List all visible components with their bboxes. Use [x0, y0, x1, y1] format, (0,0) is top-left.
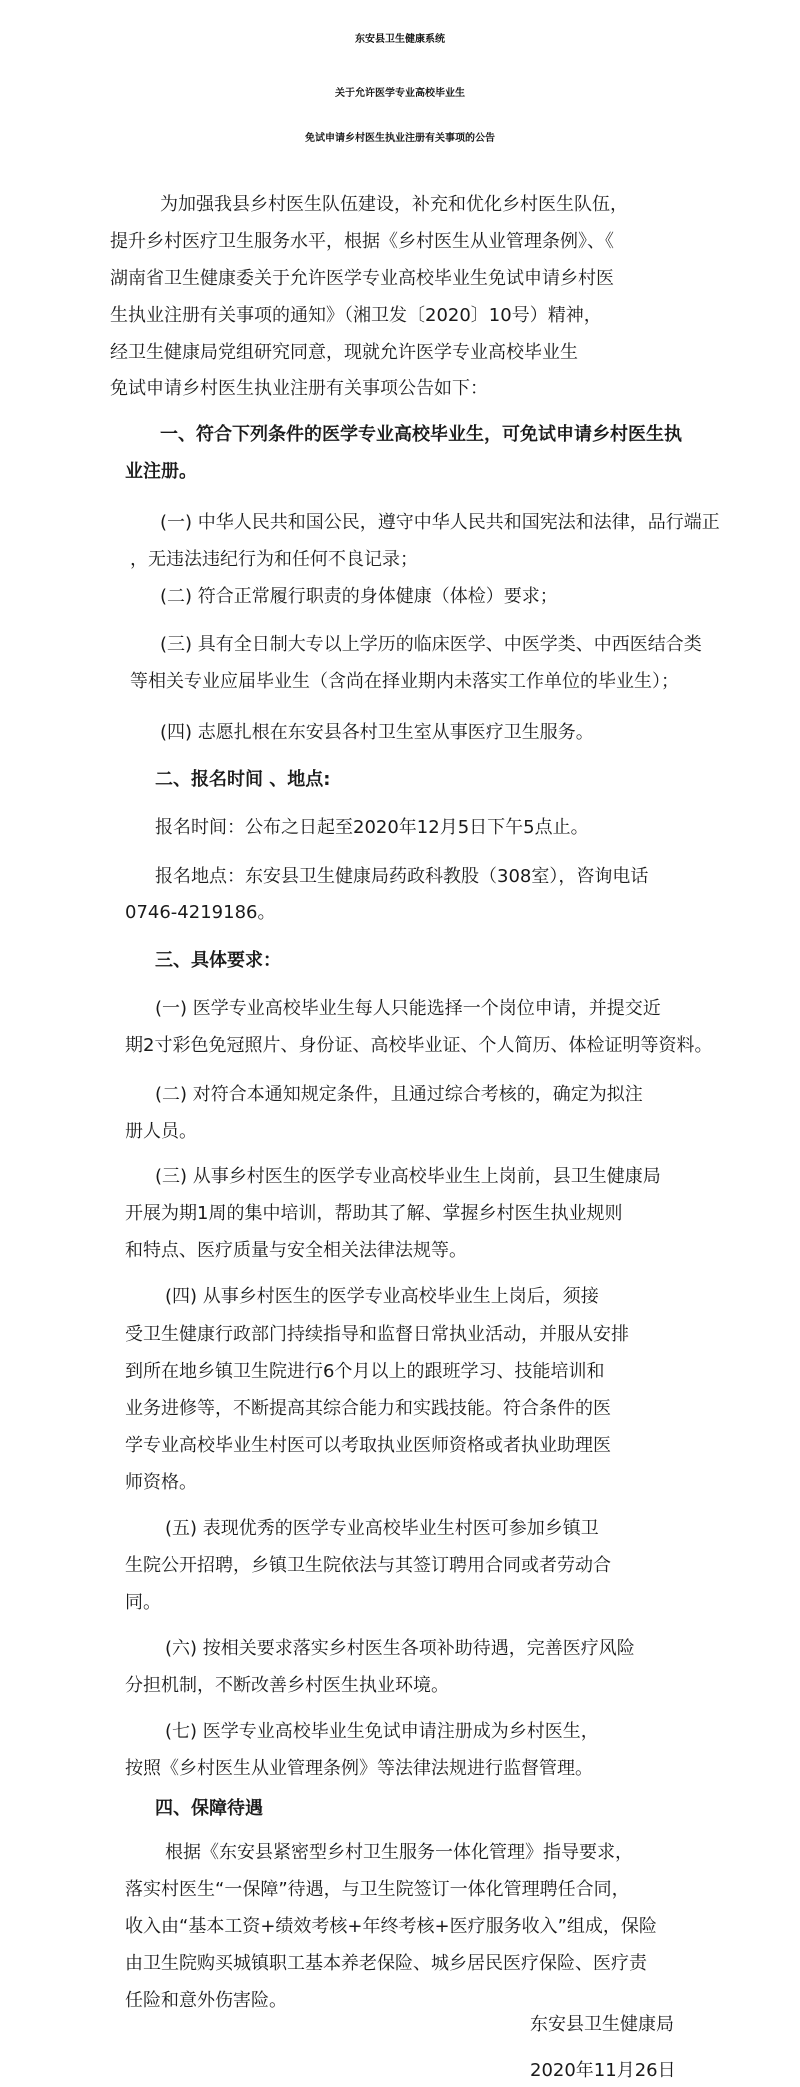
- intro-line: 生执业注册有关事项的通知》（湘卫发〔2020〕10号）精神，: [110, 305, 602, 326]
- intro-line: 免试申请乡村医生执业注册有关事项公告如下：: [110, 378, 488, 399]
- intro-line: 提升乡村医疗卫生服务水平，根据《乡村医生从业管理条例》、《: [110, 231, 614, 252]
- section-1-item-1-cont: ，无违法违纪行为和任何不良记录；: [130, 549, 418, 570]
- section-3-item-4-cont: 业务进修等，不断提高其综合能力和实践技能。符合条件的医: [125, 1398, 611, 1419]
- section-3-item-3-cont: 和特点、医疗质量与安全相关法律法规等。: [125, 1240, 467, 1261]
- section-3-item-2: (二) 对符合本通知规定条件，且通过综合考核的，确定为拟注: [155, 1084, 643, 1105]
- section-4-body: 根据《东安县紧密型乡村卫生服务一体化管理》指导要求，: [165, 1842, 633, 1863]
- signature-org: 东安县卫生健康局: [530, 2014, 674, 2035]
- section-2-heading: 二、报名时间 、地点:: [155, 769, 331, 790]
- signature-date: 2020年11月26日: [530, 2060, 676, 2081]
- section-3-item-4-cont: 到所在地乡镇卫生院进行6个月以上的跟班学习、技能培训和: [125, 1361, 605, 1382]
- section-4-body: 收入由“基本工资+绩效考核+年终考核+医疗服务收入”组成，保险: [125, 1916, 657, 1937]
- section-3-item-2-cont: 册人员。: [125, 1121, 197, 1142]
- section-4-heading: 四、保障待遇: [155, 1798, 263, 1819]
- section-4-body: 任险和意外伤害险。: [125, 1990, 287, 2011]
- section-3-item-3: (三) 从事乡村医生的医学专业高校毕业生上岗前，县卫生健康局: [155, 1166, 661, 1187]
- section-3-item-1: (一) 医学专业高校毕业生每人只能选择一个岗位申请，并提交近: [155, 998, 661, 1019]
- intro-line: 为加强我县乡村医生队伍建设，补充和优化乡村医生队伍，: [160, 194, 628, 215]
- section-2-time: 报名时间：公布之日起至2020年12月5日下午5点止。: [155, 817, 589, 838]
- section-3-heading: 三、具体要求：: [155, 950, 281, 971]
- section-3-item-3-cont: 开展为期1周的集中培训，帮助其了解、掌握乡村医生执业规则: [125, 1203, 623, 1224]
- section-3-item-6-cont: 分担机制，不断改善乡村医生执业环境。: [125, 1675, 449, 1696]
- section-3-item-7: (七) 医学专业高校毕业生免试申请注册成为乡村医生，: [165, 1721, 599, 1742]
- section-1-item-2: (二) 符合正常履行职责的身体健康（体检）要求；: [160, 586, 558, 607]
- section-3-item-4: (四) 从事乡村医生的医学专业高校毕业生上岗后，须接: [165, 1286, 599, 1307]
- section-2-place: 报名地点：东安县卫生健康局药政科教股（308室），咨询电话: [155, 866, 649, 887]
- section-3-item-5-cont: 生院公开招聘，乡镇卫生院依法与其签订聘用合同或者劳动合: [125, 1555, 611, 1576]
- section-3-item-1-cont: 期2寸彩色免冠照片、身份证、高校毕业证、个人简历、体检证明等资料。: [125, 1035, 713, 1056]
- section-2-place-cont: 0746-4219186。: [125, 902, 276, 923]
- section-4-body: 由卫生院购买城镇职工基本养老保险、城乡居民医疗保险、医疗责: [125, 1953, 647, 1974]
- section-1-heading-cont: 业注册。: [125, 461, 197, 482]
- title-line-1: 东安县卫生健康系统: [355, 34, 445, 45]
- title-line-2: 关于允许医学专业高校毕业生: [335, 88, 465, 99]
- intro-line: 湖南省卫生健康委关于允许医学专业高校毕业生免试申请乡村医: [110, 268, 614, 289]
- section-1-item-4: (四) 志愿扎根在东安县各村卫生室从事医疗卫生服务。: [160, 722, 594, 743]
- section-3-item-5-cont: 同。: [125, 1592, 161, 1613]
- section-3-item-4-cont: 受卫生健康行政部门持续指导和监督日常执业活动，并服从安排: [125, 1324, 629, 1345]
- section-3-item-4-cont: 师资格。: [125, 1472, 197, 1493]
- section-1-heading: 一、符合下列条件的医学专业高校毕业生，可免试申请乡村医生执: [160, 424, 682, 445]
- section-3-item-7-cont: 按照《乡村医生从业管理条例》等法律法规进行监督管理。: [125, 1758, 593, 1779]
- section-3-item-5: (五) 表现优秀的医学专业高校毕业生村医可参加乡镇卫: [165, 1518, 599, 1539]
- intro-line: 经卫生健康局党组研究同意，现就允许医学专业高校毕业生: [110, 342, 578, 363]
- section-1-item-1: (一) 中华人民共和国公民，遵守中华人民共和国宪法和法律，品行端正: [160, 512, 720, 533]
- title-line-3: 免试申请乡村医生执业注册有关事项的公告: [305, 133, 495, 144]
- section-4-body: 落实村医生“一保障”待遇，与卫生院签订一体化管理聘任合同，: [125, 1879, 630, 1900]
- section-3-item-4-cont: 学专业高校毕业生村医可以考取执业医师资格或者执业助理医: [125, 1435, 611, 1456]
- section-1-item-3-cont: 等相关专业应届毕业生（含尚在择业期内未落实工作单位的毕业生）；: [130, 671, 679, 692]
- section-1-item-3: (三) 具有全日制大专以上学历的临床医学、中医学类、中西医结合类: [160, 634, 702, 655]
- section-3-item-6: (六) 按相关要求落实乡村医生各项补助待遇，完善医疗风险: [165, 1638, 635, 1659]
